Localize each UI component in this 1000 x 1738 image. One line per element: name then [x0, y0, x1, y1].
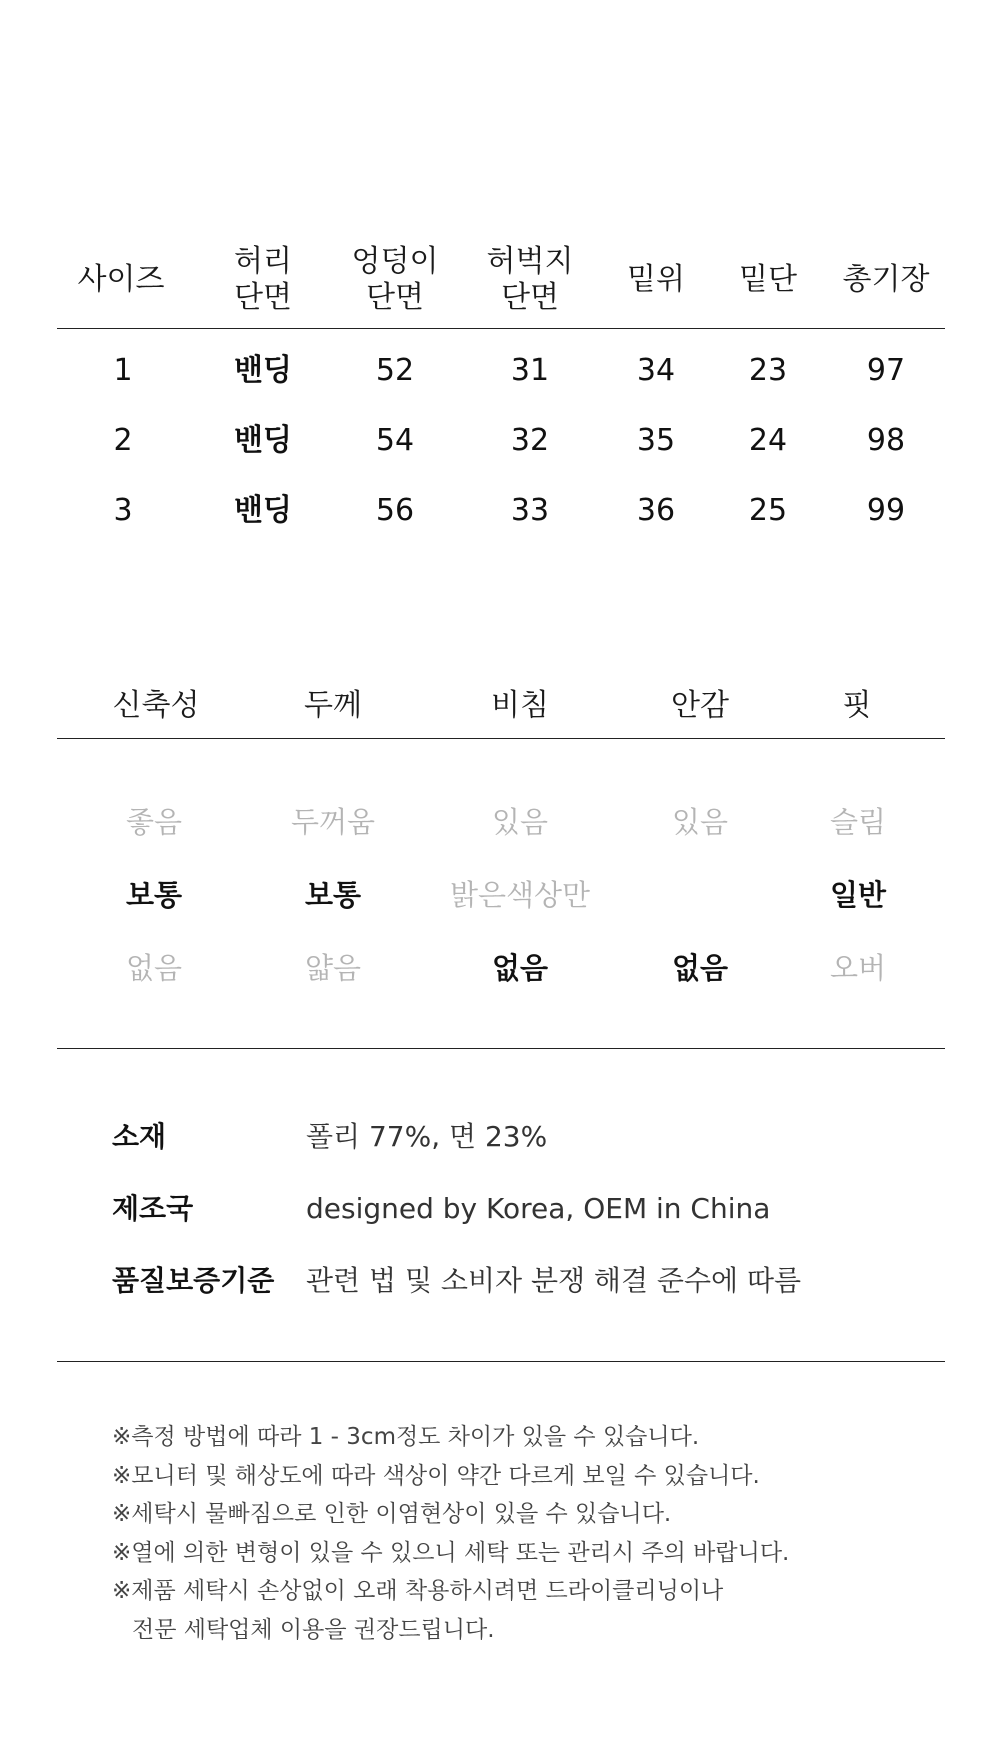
size-cell: 3 [113, 493, 133, 528]
material-row [112, 1119, 932, 1159]
header-stretch: 신축성 [112, 688, 200, 723]
attribute-row [57, 804, 945, 844]
option-stretch: 좋음 [125, 805, 183, 839]
hip-cell: 56 [375, 493, 415, 528]
attribute-row [57, 877, 945, 917]
hem-cell: 25 [748, 493, 788, 528]
option-fit: 슬림 [829, 805, 887, 839]
header-hem: 밑단 [739, 262, 797, 297]
section-divider [57, 1048, 945, 1049]
attribute-table-header [57, 688, 945, 728]
thigh-cell: 33 [510, 493, 550, 528]
origin-row [112, 1191, 932, 1231]
warranty-value: 관련 법 및 소비자 분쟁 해결 준수에 따름 [306, 1264, 802, 1297]
origin-value: designed by Korea, OEM in China [306, 1192, 771, 1225]
header-size: 사이즈 [77, 262, 165, 297]
note-line: 전문 세탁업체 이용을 권장드립니다. [132, 1616, 495, 1643]
header-thigh: 허벅지 단면 [486, 244, 574, 315]
size-cell: 2 [113, 423, 133, 458]
option-thickness: 두꺼움 [290, 805, 376, 839]
note-line: ※측정 방법에 따라 1 - 3cm정도 차이가 있을 수 있습니다. [112, 1424, 700, 1450]
rise-cell: 34 [636, 353, 676, 388]
option-sheerness: 없음 [491, 951, 549, 985]
thigh-cell: 31 [510, 353, 550, 388]
warranty-label: 품질보증기준 [112, 1264, 275, 1297]
option-sheerness: 있음 [491, 805, 549, 839]
note-line: ※제품 세탁시 손상없이 오래 착용하시려면 드라이클리닝이나 [112, 1578, 724, 1604]
header-hip: 엉덩이 단면 [351, 244, 439, 315]
header-lining: 안감 [671, 688, 729, 723]
attribute-table-divider [57, 738, 945, 739]
header-waist: 허리 단면 [234, 244, 292, 315]
waist-cell: 밴딩 [234, 423, 292, 458]
material-value: 폴리 77%, 면 23% [306, 1120, 548, 1153]
attribute-row [57, 950, 945, 990]
size-table-header [57, 244, 945, 324]
rise-cell: 36 [636, 493, 676, 528]
length-cell: 97 [866, 353, 906, 388]
option-lining: 있음 [671, 805, 729, 839]
note-line: ※열에 의한 변형이 있을 수 있으니 세탁 또는 관리시 주의 바랍니다. [112, 1539, 790, 1566]
rise-cell: 35 [636, 423, 676, 458]
option-fit: 오버 [829, 951, 887, 985]
origin-label: 제조국 [112, 1192, 194, 1225]
option-thickness: 얇음 [304, 951, 362, 985]
hem-cell: 24 [748, 423, 788, 458]
option-sheerness: 밝은색상만 [449, 878, 591, 912]
header-thickness: 두께 [304, 688, 362, 723]
option-stretch: 보통 [125, 878, 183, 912]
section-divider [57, 1361, 945, 1362]
material-label: 소재 [112, 1120, 167, 1153]
note-line: ※세탁시 물빠짐으로 인한 이염현상이 있을 수 있습니다. [112, 1501, 672, 1527]
waist-cell: 밴딩 [234, 493, 292, 528]
warranty-row [112, 1263, 932, 1303]
hip-cell: 54 [375, 423, 415, 458]
length-cell: 99 [866, 493, 906, 528]
option-thickness: 보통 [304, 878, 362, 912]
length-cell: 98 [866, 423, 906, 458]
waist-cell: 밴딩 [234, 353, 292, 388]
note-line: ※모니터 및 해상도에 따라 색상이 약간 다르게 보일 수 있습니다. [112, 1462, 760, 1489]
header-rise: 밑위 [627, 262, 685, 297]
thigh-cell: 32 [510, 423, 550, 458]
size-table-divider [57, 328, 945, 329]
header-fit: 핏 [842, 688, 872, 723]
size-cell: 1 [113, 353, 133, 388]
option-fit: 일반 [829, 878, 887, 912]
header-sheerness: 비침 [491, 688, 549, 723]
care-notes [112, 1418, 942, 1649]
header-total-length: 총기장 [842, 262, 930, 297]
hip-cell: 52 [375, 353, 415, 388]
hem-cell: 23 [748, 353, 788, 388]
option-stretch: 없음 [125, 951, 183, 985]
option-lining: 없음 [671, 951, 729, 985]
